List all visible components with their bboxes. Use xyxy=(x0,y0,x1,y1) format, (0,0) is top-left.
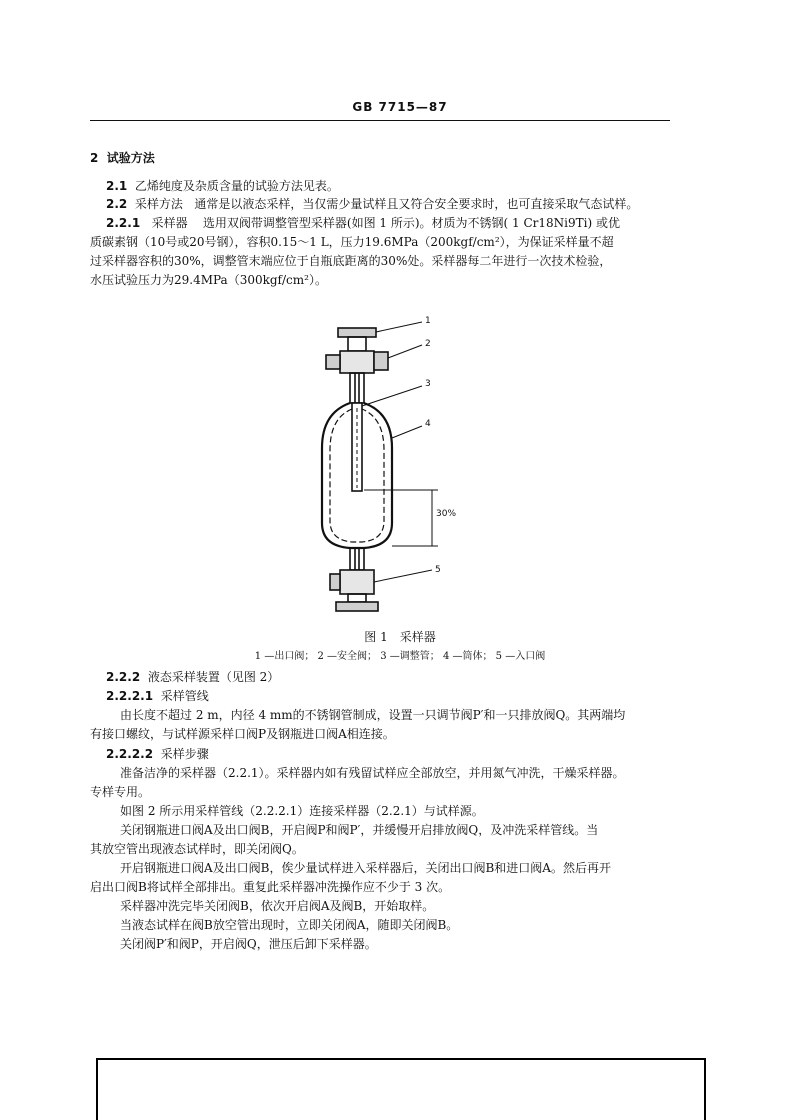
safety-valve-block xyxy=(340,351,374,373)
side-port xyxy=(326,355,340,369)
procedure-step-7: 关闭阀P′和阀P，开启阀Q，泄压后卸下采样器。 xyxy=(120,937,377,951)
sampler-diagram xyxy=(260,308,460,618)
section-2-2-2-1 xyxy=(106,687,209,705)
section-2-1-number: 2.1 xyxy=(106,179,128,193)
section-2-2-1-number: 2.2.1 xyxy=(106,216,141,230)
label-5: 5 xyxy=(435,565,441,575)
section-2-2-title: 采样方法 xyxy=(134,197,183,211)
section-2-1 xyxy=(106,177,339,195)
label-4: 4 xyxy=(425,419,431,429)
section-2-2-1-title: 采样器 xyxy=(151,216,188,230)
outlet-valve-body xyxy=(348,337,366,351)
procedure-step-3: 关闭钢瓶进口阀A及出口阀B，开启阀P和阀P′，并缓慢开启排放阀Q，及冲洗采样管线。当 xyxy=(120,823,599,837)
top-neck xyxy=(350,373,364,403)
safety-valve-nut xyxy=(374,352,388,370)
inlet-valve-stem xyxy=(348,594,366,602)
section-2-2-text: 通常是以液态采样，当仅需少量试样且又符合安全要求时，也可直接采取气态试样。 xyxy=(194,197,639,211)
section-2-title: 试验方法 xyxy=(106,151,155,165)
procedure-step-4-cont: 启出口阀B将试样全部排出。重复此采样器冲洗操作应不少于 3 次。 xyxy=(90,880,451,894)
procedure-step-1: 准备洁净的采样器（2.2.1）。采样器内如有残留试样应全部放空，并用氮气冲洗，干燥采样器。 xyxy=(120,766,625,780)
label-1: 1 xyxy=(425,316,431,326)
section-2-2-2-1-line1: 由长度不超过 2 m，内径 4 mm的不锈钢管制成，设置一只调节阀P′和一只排放阀Q。其两端均 xyxy=(120,708,626,722)
section-2-2-2 xyxy=(106,668,279,686)
section-2-2-1-text1: 选用双阀带调整管型采样器(如图 1 所示)。材质为不锈钢( 1 Cr18Ni9Ti) 或优 xyxy=(202,216,620,230)
procedure-step-6: 当液态试样在阀B放空管出现时，立即关闭阀A，随即关闭阀B。 xyxy=(120,918,459,932)
figure-legend: 1 —出口阀； 2 —安全阀； 3 —调整管； 4 —筒体； 5 —入口阀 xyxy=(254,651,546,662)
section-2-2-2-1-title: 采样管线 xyxy=(160,689,209,703)
section-2-2-2-2-number: 2.2.2.2 xyxy=(106,747,154,761)
section-2-heading xyxy=(90,149,155,167)
section-2-2-number: 2.2 xyxy=(106,197,128,211)
label-2: 2 xyxy=(425,339,431,349)
section-2-2-2-1-line2: 有接口螺纹，与试样源采样口阀P及钢瓶进口阀A相连接。 xyxy=(90,727,395,741)
page-header: GB 7715—87 xyxy=(352,100,448,114)
section-2-2-2-2-title: 采样步骤 xyxy=(160,747,209,761)
section-2-2 xyxy=(106,195,638,213)
section-2-number: 2 xyxy=(90,151,99,165)
section-2-2-1-line4: 水压试验压力为29.4MPa（300kgf/cm²）。 xyxy=(90,273,327,287)
section-2-2-1-line3: 过采样器容积的30%，调整管末端应位于自瓶底距离的30%处。采样器每二年进行一次技术检验， xyxy=(90,254,612,268)
bottom-neck xyxy=(350,548,364,570)
section-2-2-2-2 xyxy=(106,745,209,763)
procedure-step-5: 采样器冲洗完毕关闭阀B，依次开启阀A及阀B，开始取样。 xyxy=(120,899,435,913)
section-2-1-text: 乙烯纯度及杂质含量的试验方法见表。 xyxy=(134,179,339,193)
section-2-2-2-number: 2.2.2 xyxy=(106,670,141,684)
page-footer-border xyxy=(96,1058,706,1120)
section-2-2-1-line1 xyxy=(106,214,620,232)
procedure-step-1-cont: 专样专用。 xyxy=(90,785,151,799)
label-3: 3 xyxy=(425,379,431,389)
section-2-2-2-title: 液态采样装置（见图 2） xyxy=(147,670,280,684)
header-rule xyxy=(90,120,670,121)
outlet-valve-handle xyxy=(338,328,376,337)
section-2-2-1-line2: 质碳素钢（10号或20号钢），容积0.15～1 L，压力19.6MPa（200kgf/cm²），为保证采样量不超 xyxy=(90,235,614,249)
inlet-port xyxy=(330,574,340,590)
procedure-step-4: 开启钢瓶进口阀A及出口阀B，俟少量试样进入采样器后，关闭出口阀B和进口阀A。然后再开 xyxy=(120,861,611,875)
section-2-2-2-1-number: 2.2.2.1 xyxy=(106,689,154,703)
procedure-step-2: 如图 2 所示用采样管线（2.2.2.1）连接采样器（2.2.1）与试样源。 xyxy=(120,804,484,818)
procedure-step-3-cont: 其放空管出现液态试样时，即关闭阀Q。 xyxy=(90,842,304,856)
figure-caption: 图 1 采样器 xyxy=(364,630,436,644)
inlet-valve-block xyxy=(340,570,374,594)
label-30-percent: 30% xyxy=(436,509,457,519)
inlet-valve-handle xyxy=(336,602,378,611)
